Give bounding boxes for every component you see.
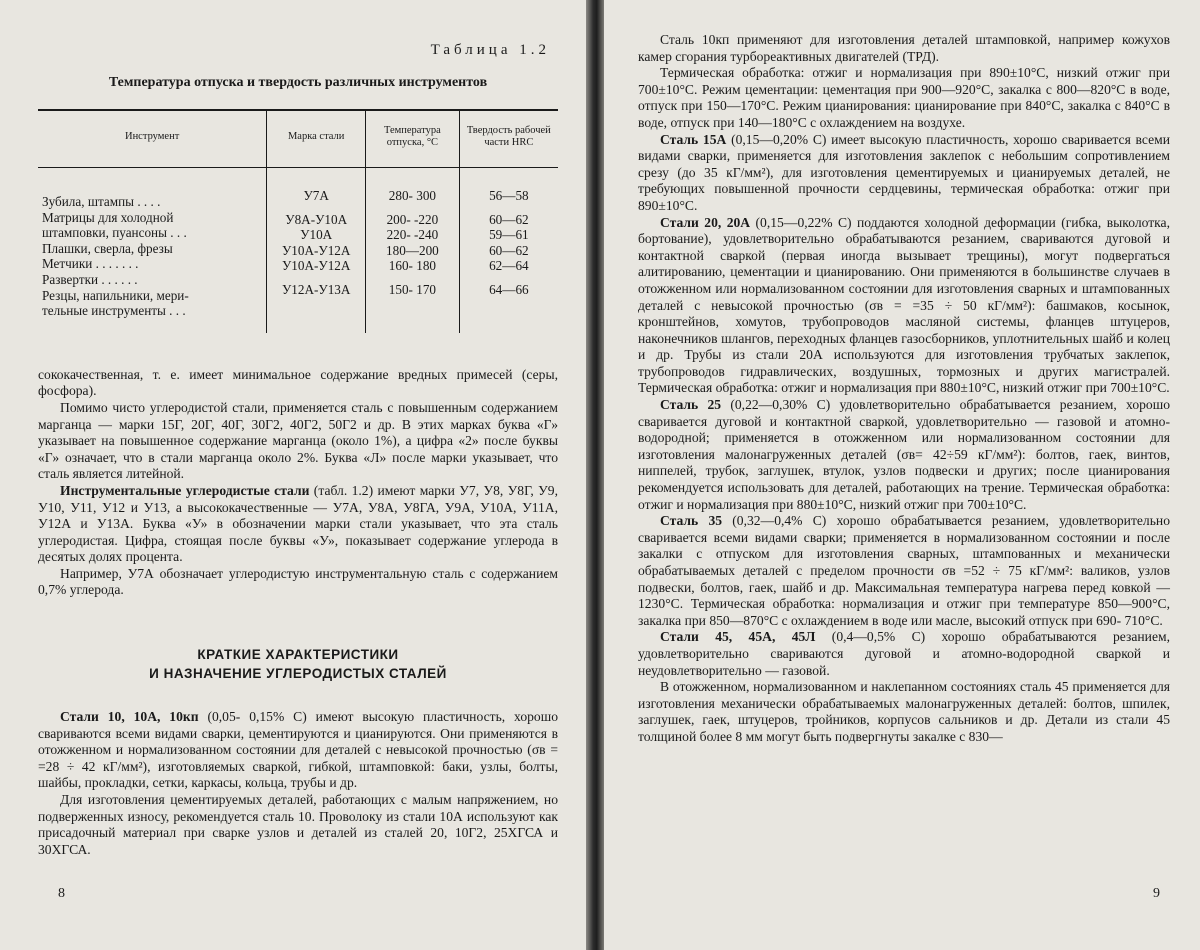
grade-value: У10А-У12А (281, 242, 351, 258)
tool-names-cell (38, 168, 267, 333)
tool-line: Метчики . . . . . . . (42, 256, 139, 272)
page-number: 8 (58, 886, 65, 901)
tool-line: Развертки . . . . . . (42, 271, 138, 287)
paragraph: сококачественная, т. е. имеет минимальное содержание вредных примесей (серы, фосфора). (38, 366, 558, 399)
paragraph: Стали 10, 10А, 10кп (0,05- 0,15% С) имеют высокую пластичность, хорошо свариваются всеми видами сварки, цементируются и цианируются. Они применяются в отожженном и нормализованном состоянии для деталей с невысокой прочностью (σв = =28 ÷ 42 кГ/мм²), изготовляемых сваркой, гибкой, штамповкой: баки, узлы, болты, шайбы, прокладки, сетки, каркасы, кольца, трубы и др. (38, 709, 558, 791)
paragraph: Термическая обработка: отжиг и нормализация при 890±10°С, низкий отжиг при 700±10°С. Режим цементации: цементация при 900—920°С, закалка с 800—820°С в воде, отпуск при 150—170°С. Режим цианирования: цианирование при 840°С, закалка с 840°С в воде, отпуск при 140—180°С с охлаждением на воздухе. (638, 65, 1170, 130)
grade-value: У7А (303, 188, 329, 203)
temp-cell (366, 168, 460, 333)
tool-line: Зубила, штампы . . . . (42, 194, 161, 209)
hrc-value: 64—66 (489, 281, 529, 297)
paragraph: Сталь 25 (0,22—0,30% С) удовлетворительно обрабатывается резанием, хорошо сваривается дуговой и контактной сваркой, удовлетворительно — газовой и атомно-водородной; применяется в отожженном или нормализованном состоянии для изготовления малонагруженных деталей (σв= 42÷59 кГ/мм²): болтов, гаек, винтов, ниппелей, трубок, заглушек, втулок, узлов подвески и других; после цианирования рекомендуется использовать для деталей, работающих на трение. Термическая обработка: отжиг и нормализация при 880±10°С, низкий отжиг при 700±10°С. (638, 397, 1170, 512)
paragraph: Инструментальные углеродистые стали (табл. 1.2) имеют марки У7, У8, У8Г, У9, У10, У11, У12 и У13, а высококачественные — У7А, У8А, У8ГА, У9А, У10А, У11А, У12А и У13А. Буква «У» в обозначении марки стали указывает, что эта сталь углеродистая. Цифра, стоящая после буквы «У», показывает содержание углерода в десятых долях процента. (38, 482, 558, 565)
paragraph: Сталь 15А (0,15—0,20% С) имеет высокую пластичность, хорошо сваривается всеми видами сварки, применяется для изготовления заклепок с небольшим сопротивлением срезу (до 35 кГ/мм²), для изготовления цементируемых и цианируемых деталей, не требующих повышенной прочности сердцевины, термическая обработка: отжиг при 890±10°С. (638, 131, 1170, 213)
paragraph: Для изготовления цементируемых деталей, работающих с малым напряжением, но подверженных износу, рекомендуется сталь 10. Проволоку из стали 10А используют как присадочный материал при сварке узлов и деталей из сталей 20, 10Г2, 25ХГСА и 30ХГСА. (38, 792, 558, 857)
term-lead: Сталь 35 (660, 513, 723, 529)
hrc-value: 62—64 (489, 258, 529, 274)
book-gutter (586, 0, 604, 950)
paragraph: Сталь 35 (0,32—0,4% С) хорошо обрабатывается резанием, удовлетворительно сваривается всеми видами сварки; применяется в нормализованном состоянии и после закалки с отпуском для изготовления сварных, штампованных и механически обрабатываемых деталей с пределом прочности σв =52 ÷ 75 кГ/мм²: валиков, узлов подвески, болтов, гаек, шайб и др. Максимальная температура нагрева перед ковкой — 1230°С. Термическая обработка: нормализация и отжиг при температуре 850—900°С, закалка при 850—870°С с охлаждением в воде или масле, высокий отпуск при 690- 710°С. (638, 513, 1170, 628)
hrc-value: 60—62 (489, 242, 529, 258)
paragraph: Например, У7А обозначает углеродистую инструментальную сталь с содержанием 0,7% углерода. (38, 565, 558, 598)
term-lead: Сталь 15А (660, 131, 727, 147)
page-number: 9 (1153, 886, 1160, 901)
term-lead: Инструментальные углеродистые стали (60, 482, 310, 498)
grade-value: У10А (300, 227, 333, 243)
paragraph: Стали 20, 20А (0,15—0,22% С) поддаются холодной деформации (гибка, выколотка, бортование), удовлетворительно обрабатываются резанием, свариваются дуговой и контактной сваркой (первая иногда вызывает трещины), могут подвергаться алитированию, цементации и цианированию. Они применяются в большинстве случаев в отожженном или нормализованном состоянии для изготовления сварных и штампованных деталей с невысокой прочностью (σв = =35 ÷ 50 кГ/мм²): башмаков, косынок, кронштейнов, хомутов, трубопроводов масляной системы, фланцев штуцеров, наконечников шлангов, переходных фланцев газосборников, уплотнительных шайб и колец и др. Трубы из стали 20А используются для изготовления трубчатых заклепок, трубопроводов гидравлических, воздушных, тормозных и других магистралей. Термическая обработка: отжиг и нормализация при 880±10°С, низкий отжиг при 700±10°С. (638, 214, 1170, 396)
right-body-text (638, 32, 1170, 746)
tool-line: Резцы, напильники, мери- (42, 287, 189, 303)
hrc-value: 56—58 (489, 188, 529, 203)
hrc-value: 59—61 (489, 227, 529, 243)
term-lead: Стали 45, 45А, 45Л (660, 629, 816, 645)
left-body-text (38, 367, 558, 599)
tool-temper-table (38, 109, 558, 333)
col-header-hrc: Твердость рабочей части HRC (459, 110, 558, 168)
temp-value: 280- 300 (388, 188, 437, 203)
left-body-text-2 (38, 709, 558, 858)
paragraph: Сталь 10кп применяют для изготовления деталей штамповкой, например кожухов камер сгорания турбореактивных двигателей (ТРД). (638, 32, 1170, 64)
paragraph: Помимо чисто углеродистой стали, применяется сталь с повышенным содержанием марганца — марки 15Г, 20Г, 40Г, 30Г2, 40Г2, 50Г2 и др. В этих марках буква «Г» указывает на повышенное содержание марганца (около 1%), а цифра «2» после буквы «Г» означает, что в стали марганца около 2%. Буква «Л» после марки указывает, что сталь является литейной. (38, 399, 558, 482)
hrc-cell (459, 168, 558, 333)
table-title: Температура отпуска и твердость различных инструментов (108, 75, 488, 90)
term-lead: Сталь 25 (660, 397, 722, 413)
paragraph: Стали 45, 45А, 45Л (0,4—0,5% С) хорошо обрабатываются резанием, удовлетворительно свариваются дуговой и атомно-водородной сваркой и неудовлетворительно — газовой. (638, 629, 1170, 678)
col-header-temp: Температура отпуска, °С (366, 110, 460, 168)
temp-value: 220- -240 (386, 227, 439, 243)
col-header-grade: Марка стали (267, 110, 366, 168)
temp-value: 160- 180 (388, 258, 437, 274)
grade-value: У8А-У10А (285, 211, 348, 227)
grade-cell (267, 168, 366, 333)
col-header-tool: Инструмент (38, 110, 267, 168)
tool-line: штамповки, пуансоны . . . (42, 225, 187, 241)
grade-value: У10А-У12А (281, 258, 351, 274)
hrc-value: 60—62 (489, 211, 529, 227)
tool-line: Плашки, сверла, фрезы (42, 240, 173, 256)
left-page (0, 0, 586, 950)
section-heading: КРАТКИЕ ХАРАКТЕРИСТИКИ И НАЗНАЧЕНИЕ УГЛЕРОДИСТЫХ СТАЛЕЙ (149, 647, 447, 682)
table-number: Таблица 1.2 (430, 42, 550, 58)
term-lead: Стали 10, 10А, 10кп (60, 709, 199, 725)
right-page (604, 0, 1200, 950)
temp-value: 180—200 (386, 242, 439, 258)
tool-line: тельные инструменты . . . (42, 303, 186, 319)
tool-line: Матрицы для холодной (42, 209, 174, 225)
temp-value: 200- -220 (386, 211, 439, 227)
paragraph: В отожженном, нормализованном и наклепанном состояниях сталь 45 применяется для изготовления механически обрабатываемых малонагруженных деталей: болтов, шпилек, заглушек, гаек, штуцеров, тройников, корпусов сальников и др. Детали из стали 45 толщиной более 8 мм могут быть подвергнуты закалке с 830— (638, 679, 1170, 744)
term-lead: Стали 20, 20А (660, 214, 751, 230)
grade-value: У12А-У13А (281, 281, 351, 297)
temp-value: 150- 170 (388, 281, 437, 297)
